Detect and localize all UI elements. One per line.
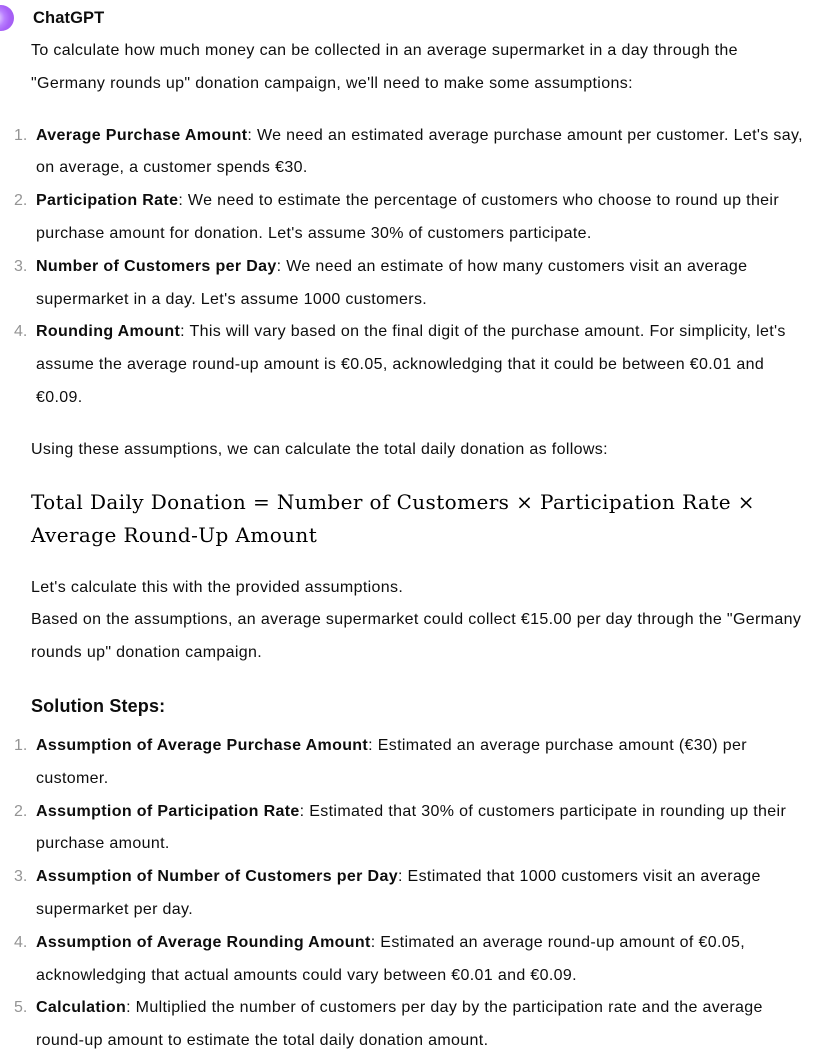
formula-line-1: Total Daily Donation = Number of Customers × Participation Rate ×	[31, 489, 755, 514]
list-item	[14, 992, 810, 1058]
chatgpt-logo-icon	[0, 5, 14, 31]
calc-line-1: Let's calculate this with the provided assumptions.	[31, 578, 404, 596]
item-text: : Estimated an average purchase amount (€30) per customer.	[36, 736, 747, 787]
list-item-text	[36, 992, 810, 1058]
list-item	[14, 730, 810, 796]
list-marker: 3.	[14, 868, 28, 886]
item-text: : We need to estimate the percentage of customers who choose to round up their purchase amount for donation. Let's assume 30% of customers participate.	[36, 192, 780, 242]
list-marker: 2.	[14, 802, 28, 820]
calc-line-2: Based on the assumptions, an average supermarket could collect €15.00 per day through the "Germany rounds up" donation campaign.	[31, 611, 802, 662]
list-item-text	[36, 316, 810, 414]
item-term: Assumption of Average Purchase Amount	[36, 736, 369, 754]
assistant-name: ChatGPT	[33, 8, 105, 27]
item-term: Rounding Amount	[36, 323, 181, 341]
item-text: : We need an estimated average purchase amount per customer. Let's say, on average, a customer spends €30.	[36, 126, 803, 177]
list-item	[14, 120, 810, 186]
list-item	[14, 316, 810, 414]
item-term: Calculation	[36, 999, 127, 1017]
item-term: Assumption of Average Rounding Amount	[36, 933, 371, 951]
list-marker: 5.	[14, 999, 28, 1017]
item-text: : We need an estimate of how many customers visit an average supermarket in a day. Let's assume 1000 customers.	[36, 257, 748, 308]
list-item	[14, 927, 810, 993]
calculation-paragraph	[31, 572, 810, 670]
list-item	[14, 251, 810, 317]
list-marker: 2.	[14, 192, 28, 210]
item-text: : Multiplied the number of customers per day by the participation rate and the average round-up amount to estimate the total daily donation amount.	[36, 999, 763, 1050]
item-term: Participation Rate	[36, 192, 179, 210]
list-item-text	[36, 927, 810, 993]
solution-steps-list	[14, 730, 810, 1058]
list-item-text	[36, 861, 810, 927]
formula-block	[31, 486, 810, 552]
list-item-text	[36, 251, 810, 317]
item-text: : This will vary based on the final digit of the purchase amount. For simplicity, let's assume the average round-up amount is €0.05, acknowledging that it could be between €0.01 and €0.09.	[36, 323, 786, 406]
item-term: Assumption of Participation Rate	[36, 802, 300, 820]
assumptions-list	[14, 120, 810, 415]
message-content	[0, 35, 822, 1058]
list-item-text	[36, 730, 810, 796]
formula-line-2: Average Round-Up Amount	[31, 522, 318, 547]
list-item-text	[36, 796, 810, 862]
list-item	[14, 185, 810, 251]
list-item	[14, 861, 810, 927]
list-item-text	[36, 120, 810, 186]
item-term: Number of Customers per Day	[36, 257, 277, 275]
list-marker: 4.	[14, 933, 28, 951]
transition-paragraph: Using these assumptions, we can calculate the total daily donation as follows:	[31, 440, 608, 458]
list-marker: 1.	[14, 736, 28, 754]
solution-steps-heading: Solution Steps:	[31, 695, 166, 716]
item-text: : Estimated that 30% of customers participate in rounding up their purchase amount.	[36, 802, 787, 853]
list-item-text	[36, 185, 810, 251]
list-marker: 1.	[14, 126, 28, 144]
message-header	[0, 5, 822, 31]
item-term: Average Purchase Amount	[36, 126, 248, 144]
item-term: Assumption of Number of Customers per Day	[36, 868, 398, 886]
intro-paragraph: To calculate how much money can be collected in an average supermarket in a day through the "Germany rounds up" donation campaign, we'll need to make some assumptions:	[31, 42, 738, 92]
list-marker: 4.	[14, 323, 28, 341]
list-marker: 3.	[14, 257, 28, 275]
item-text: : Estimated that 1000 customers visit an average supermarket per day.	[36, 868, 761, 918]
item-text: : Estimated an average round-up amount of €0.05, acknowledging that actual amounts could vary between €0.01 and €0.09.	[36, 933, 746, 984]
list-item	[14, 796, 810, 862]
